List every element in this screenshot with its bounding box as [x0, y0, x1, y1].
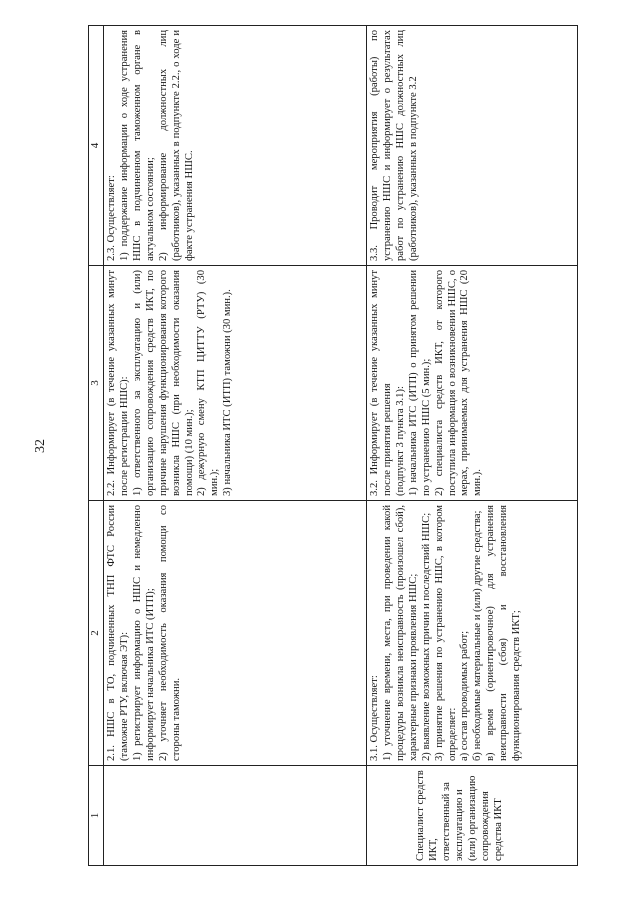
cell-paragraph: 3.3. Проводит мероприятия (работы) по устранению НШС и информирует о результатах работ по устранению НШС должностных лиц (работников), указанных в подпункте 3.2: [369, 30, 419, 261]
page-number: 32: [33, 439, 48, 453]
col3-cell: [104, 266, 367, 501]
cell-paragraph: 1) регистрирует информацию о НШС и немедленно информирует начальника ИТС (ИТП);: [131, 505, 156, 761]
cell-paragraph: а) состав проводимых работ;: [459, 630, 471, 761]
cell-paragraph: (подпункт 3 пункта 3.1):: [394, 386, 406, 496]
header-row: [89, 26, 104, 866]
header-cell-2: 2: [89, 501, 104, 766]
cell-paragraph: 2.3. Осуществляет:: [106, 175, 117, 261]
cell-paragraph: 2) уточняет необходимость оказания помощи со стороны таможни.: [157, 505, 182, 761]
header-cell-3: 3: [89, 266, 104, 501]
cell-paragraph: 1) поддержание информации о ходе устранения НШС в подчиненном таможенном органе в актуальном состоянии;: [118, 30, 156, 261]
cell-paragraph: 3) принятие решения по устранению НШС, в котором определяет:: [433, 505, 458, 761]
cell-paragraph: в) время (ориентировочное) для устранения неисправности (сбоя) и восстановления функционирования средств ИКТ;: [485, 505, 523, 761]
col4-cell: [367, 26, 578, 266]
cell-paragraph: 3) начальника ИТС (ИТП) таможни (30 мин.).: [222, 289, 234, 496]
col4-cell: [104, 26, 367, 266]
cell-paragraph: 2) специалиста средств ИКТ, от которого поступила информация о возникновении НШС, о мерах, принимаемых для устранения НШС (20 мин.).: [433, 270, 484, 496]
table-row: [367, 26, 578, 866]
role-cell: [104, 766, 367, 866]
cell-paragraph: 1) уточнение времени, места, при проведении какой процедуры возникла неисправность (произошел сбой), характерные признаки проявления НШС;: [381, 505, 419, 761]
header-cell-1: 1: [89, 766, 104, 866]
table-row: [104, 26, 367, 866]
col2-cell: [104, 501, 367, 766]
cell-paragraph: 2.2. Информирует (в течение указанных минут после регистрации НШС):: [106, 270, 130, 496]
rotated-table-container: [88, 26, 578, 866]
cell-paragraph: 3.1. Осуществляет:: [369, 675, 380, 761]
cell-paragraph: 1) начальника ИТС (ИТП) о принятом решении по устранению НШС (5 мин.);: [407, 270, 432, 496]
col3-cell: [367, 266, 578, 501]
cell-paragraph: 2) информирование должностных лиц (работников), указанных в подпункте 2.2., о ходе и факте устранения НШС.: [157, 30, 195, 261]
cell-paragraph: 1) ответственного за эксплуатацию и (или) организацию сопровождения средств ИКТ, по причине нарушения функционирования которого возникла НШС (при необходимости оказания помощи) (10 мин.);: [131, 270, 195, 496]
procedure-table: [88, 25, 578, 866]
role-cell: Специалист средств ИКТ, ответственный за эксплуатацию и (или) организацию сопровождения средства ИКТ: [367, 766, 578, 866]
cell-paragraph: 2) дежурную смену КТП ЦИТТУ (РТУ) (30 мин.);: [196, 270, 221, 496]
header-cell-4: 4: [89, 26, 104, 266]
cell-paragraph: б) необходимые материальные и (или) другие средства;: [472, 510, 484, 761]
col2-cell: [367, 501, 578, 766]
cell-paragraph: 2) выявление возможных причин и последствий НШС;: [420, 512, 432, 761]
cell-paragraph: 2.1. НШС в ТО, подчиненных ТНП ФТС России (таможне РТУ, включая ЭТ):: [106, 505, 130, 761]
cell-paragraph: 3.2. Информирует (в течение указанных минут после принятия решения: [369, 270, 393, 496]
